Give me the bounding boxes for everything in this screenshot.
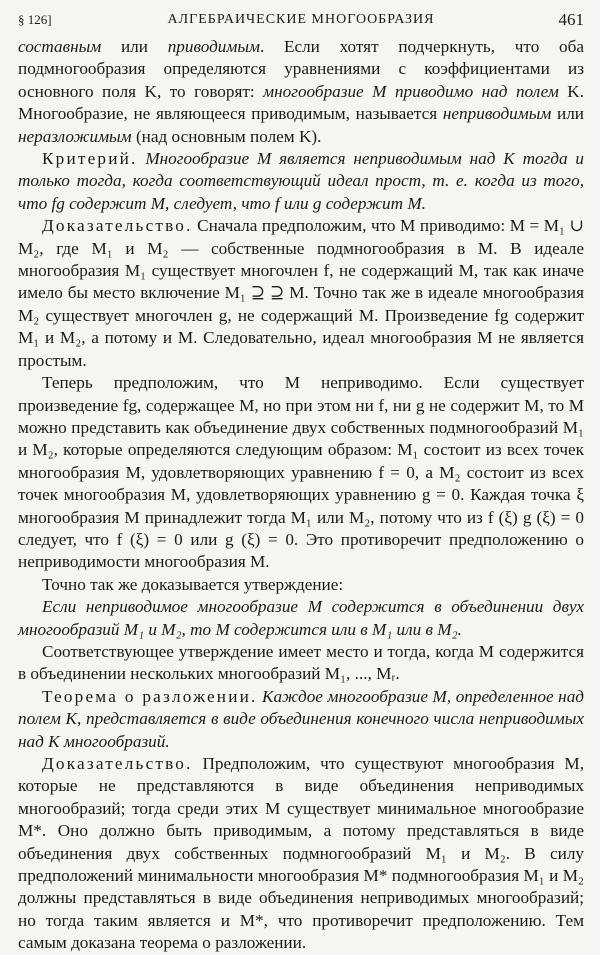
- paragraph-proof-2: [18, 372, 584, 574]
- text-segment: Каждое многообразие M, определенное над полем K, представляется в виде объединения конечного числа неприводимых над K многообразий.: [18, 686, 584, 751]
- text-segment: Многообразие M является неприводимым над K тогда и только тогда, когда соответствующий идеал прост, т. е. когда из того, что fg содержит M, следует, что f или g содержит M.: [18, 149, 584, 213]
- paragraph-continuation: [18, 36, 584, 148]
- paragraph-proof-1: [18, 215, 584, 372]
- text-segment: . Если хотят подчеркнуть, что оба подмногообразия определяются уравнениями с коэффициентами из основного поля K, то говорят:: [18, 37, 584, 101]
- text-segment: Доказательство.: [42, 754, 193, 773]
- text-segment: Сначала предположим, что M приводимо: M = M₁ ∪ M₂, где M₁ и M₂ — собственные подмногообразия в M. В идеале многообразия M₁ существует многочлен f, не содержащий M, так как иначе имело бы место включение M₁ ⊇ ⊇ M. Точно так же в идеале многообразия M₂ существует многочлен g, не содержащий M. Произведение fg содержит M₁ и M₂, а потому и M. Следовательно, идеал многообразия M не является простым.: [18, 216, 584, 370]
- paragraph-criterion: [18, 148, 584, 215]
- paragraph-corollary: [18, 641, 584, 686]
- text-segment: Теорема о разложении.: [42, 686, 258, 706]
- text-segment: Если неприводимое многообразие M содержится в объединении двух многообразий M₁ и M₂, то M содержится или в M₁ или в M₂.: [18, 597, 584, 639]
- paragraph-theorem-proof: [18, 753, 584, 955]
- text-segment: составным: [18, 37, 102, 56]
- text-segment: (над основным полем K).: [131, 126, 322, 146]
- paragraph-statement: [18, 596, 584, 641]
- text-segment: Предположим, что существуют многообразия M, которые не представляются в виде объединения неприводимых многообразий; тогда среди этих M существует минимальное многообразие M*. Оно должно быть приводимым, а потому представляться в виде объединения двух собственных подмногообразий M₁ и M₂. В силу предположений минимальности многообразия M* подмногообразия M₁ и M₂ должны представляться в виде объединения неприводимых многообразий; но тогда таким является и M*, что противоречит предположению. Тем самым доказана теорема о разложении.: [18, 754, 584, 953]
- text-segment: неприводимым: [442, 104, 552, 124]
- text-segment: Доказательство.: [42, 216, 193, 236]
- running-header: [18, 6, 584, 36]
- text-segment: Соответствующее утверждение имеет место и тогда, когда M содержится в объединении нескольких многообразий M₁, ..., Mᵣ.: [18, 641, 584, 684]
- paragraph-decomposition-theorem: [18, 686, 584, 753]
- text-segment: Критерий.: [42, 149, 138, 169]
- text-segment: приводимым: [167, 37, 260, 56]
- text-segment: Точно так же доказывается утверждение:: [42, 574, 344, 594]
- page-number: 461: [558, 10, 584, 29]
- paragraph-similarly: [18, 574, 584, 596]
- text-segment: Теперь предположим, что M неприводимо. Если существует произведение fg, содержащее M, но при этом ни f, ни g не содержит M, то M можно представить как объединение двух собственных подмногообразий M₁ и M₂, которые определяются следующим образом: M₁ состоит из всех точек многообразия M, удовлетворяющих уравнению f = 0, а M₂ состоит из всех точек многообразия M, удовлетворяющих уравнению g = 0. Каждая точка ξ многообразия M принадлежит тогда M₁ или M₂, потому что из f (ξ) g (ξ) = 0 следует, что f (ξ) = 0 или g (ξ) = 0. Это противоречит предположению о неприводимости многообразия M.: [18, 373, 584, 572]
- section-number: § 126]: [18, 12, 52, 27]
- text-segment: многообразие M приводимо над полем: [263, 81, 559, 101]
- running-title: АЛГЕБРАИЧЕСКИЕ МНОГООБРАЗИЯ: [167, 12, 435, 27]
- text-segment: или: [101, 37, 168, 56]
- text-segment: K. Многообразие, не являющееся приводимым, называется: [18, 81, 584, 124]
- text-segment: или: [551, 104, 584, 124]
- body-text: [18, 36, 584, 955]
- text-segment: неразложимым: [18, 126, 132, 146]
